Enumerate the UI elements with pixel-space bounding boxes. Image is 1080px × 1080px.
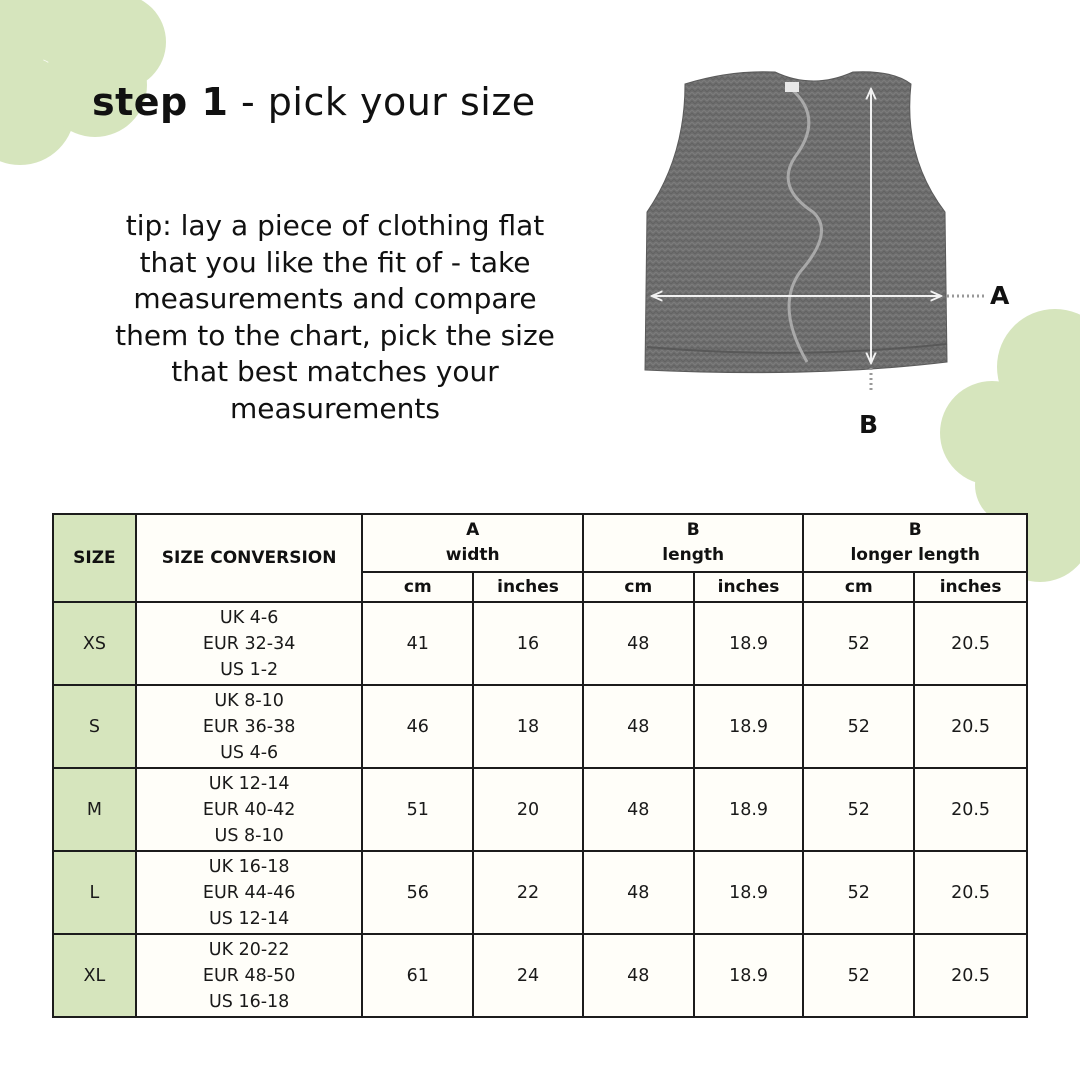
length-inches-cell: 18.9 bbox=[694, 851, 804, 934]
title-step: step 1 bbox=[92, 80, 229, 124]
size-cell: S bbox=[53, 685, 136, 768]
table-row bbox=[53, 602, 1027, 685]
length-cm-cell: 48 bbox=[583, 685, 694, 768]
conversion-uk: UK 20-22 bbox=[208, 939, 290, 960]
header-cm: cm bbox=[803, 572, 914, 602]
length-cm-cell: 48 bbox=[583, 602, 694, 685]
header-size-conversion: SIZE CONVERSION bbox=[136, 514, 363, 602]
tip-line: that you like the fit of - take bbox=[139, 245, 531, 279]
tip-line: measurements bbox=[230, 391, 440, 425]
header-letter: A bbox=[466, 520, 480, 540]
header-cm: cm bbox=[583, 572, 694, 602]
length-inches-cell: 18.9 bbox=[694, 768, 804, 851]
width-cm-cell: 46 bbox=[362, 685, 473, 768]
conversion-uk: UK 8-10 bbox=[214, 690, 284, 711]
header-inches: inches bbox=[473, 572, 583, 602]
longer-length-inches-cell: 20.5 bbox=[914, 685, 1027, 768]
header-size: SIZE bbox=[53, 514, 136, 602]
table-row bbox=[53, 934, 1027, 1017]
conversion-us: US 16-18 bbox=[208, 991, 290, 1012]
longer-length-cm-cell: 52 bbox=[803, 934, 914, 1017]
title-text: - pick your size bbox=[228, 80, 536, 124]
conversion-cell bbox=[136, 768, 363, 851]
length-inches-cell: 18.9 bbox=[694, 685, 804, 768]
conversion-us: US 8-10 bbox=[214, 825, 284, 846]
conversion-eur: EUR 36-38 bbox=[202, 716, 296, 737]
label-a: A bbox=[990, 281, 1010, 310]
header-inches: inches bbox=[914, 572, 1027, 602]
page-title bbox=[92, 80, 536, 124]
size-cell: XS bbox=[53, 602, 136, 685]
tip-line: them to the chart, pick the size bbox=[115, 318, 555, 352]
vest-shape bbox=[645, 72, 947, 373]
header-letter: B bbox=[908, 520, 922, 540]
conversion-cell bbox=[136, 851, 363, 934]
conversion-eur: EUR 32-34 bbox=[202, 633, 296, 654]
longer-length-inches-cell: 20.5 bbox=[914, 602, 1027, 685]
conversion-cell bbox=[136, 602, 363, 685]
longer-length-cm-cell: 52 bbox=[803, 685, 914, 768]
header-name: length bbox=[662, 545, 725, 565]
longer-length-cm-cell: 52 bbox=[803, 851, 914, 934]
header-inches: inches bbox=[694, 572, 804, 602]
width-cm-cell: 56 bbox=[362, 851, 473, 934]
width-inches-cell: 22 bbox=[473, 851, 583, 934]
conversion-us: US 4-6 bbox=[220, 742, 279, 763]
width-inches-cell: 20 bbox=[473, 768, 583, 851]
longer-length-inches-cell: 20.5 bbox=[914, 851, 1027, 934]
table-row bbox=[53, 685, 1027, 768]
conversion-uk: UK 12-14 bbox=[208, 773, 290, 794]
tip-line: measurements and compare bbox=[133, 282, 537, 315]
header-group-width bbox=[362, 514, 583, 572]
length-cm-cell: 48 bbox=[583, 851, 694, 934]
tip-line: that best matches your bbox=[171, 355, 499, 388]
conversion-eur: EUR 40-42 bbox=[202, 799, 296, 820]
conversion-uk: UK 4-6 bbox=[219, 607, 279, 628]
conversion-us: US 12-14 bbox=[208, 908, 290, 929]
size-cell: L bbox=[53, 851, 136, 934]
size-chart-table bbox=[52, 513, 1028, 1018]
tip-line: tip: lay a piece of clothing flat bbox=[125, 209, 545, 242]
length-inches-cell: 18.9 bbox=[694, 934, 804, 1017]
conversion-uk: UK 16-18 bbox=[208, 856, 290, 877]
longer-length-inches-cell: 20.5 bbox=[914, 768, 1027, 851]
table-row bbox=[53, 768, 1027, 851]
conversion-eur: EUR 48-50 bbox=[202, 965, 296, 986]
conversion-us: US 1-2 bbox=[220, 659, 279, 680]
width-inches-cell: 16 bbox=[473, 602, 583, 685]
conversion-cell bbox=[136, 685, 363, 768]
width-cm-cell: 51 bbox=[362, 768, 473, 851]
header-letter: B bbox=[686, 520, 700, 540]
longer-length-cm-cell: 52 bbox=[803, 768, 914, 851]
header-group-longer-length bbox=[803, 514, 1027, 572]
header-cm: cm bbox=[362, 572, 473, 602]
longer-length-inches-cell: 20.5 bbox=[914, 934, 1027, 1017]
width-inches-cell: 24 bbox=[473, 934, 583, 1017]
conversion-eur: EUR 44-46 bbox=[202, 882, 296, 903]
header-name: longer length bbox=[850, 545, 980, 565]
width-inches-cell: 18 bbox=[473, 685, 583, 768]
header-group-length bbox=[583, 514, 804, 572]
length-cm-cell: 48 bbox=[583, 934, 694, 1017]
table-row bbox=[53, 851, 1027, 934]
length-inches-cell: 18.9 bbox=[694, 602, 804, 685]
size-cell: M bbox=[53, 768, 136, 851]
vest-measurement-diagram bbox=[635, 62, 1005, 392]
measurement-tip bbox=[70, 208, 600, 427]
length-cm-cell: 48 bbox=[583, 768, 694, 851]
conversion-cell bbox=[136, 934, 363, 1017]
size-cell: XL bbox=[53, 934, 136, 1017]
width-cm-cell: 61 bbox=[362, 934, 473, 1017]
header-name: width bbox=[445, 545, 500, 565]
label-b: B bbox=[859, 410, 879, 439]
longer-length-cm-cell: 52 bbox=[803, 602, 914, 685]
width-cm-cell: 41 bbox=[362, 602, 473, 685]
